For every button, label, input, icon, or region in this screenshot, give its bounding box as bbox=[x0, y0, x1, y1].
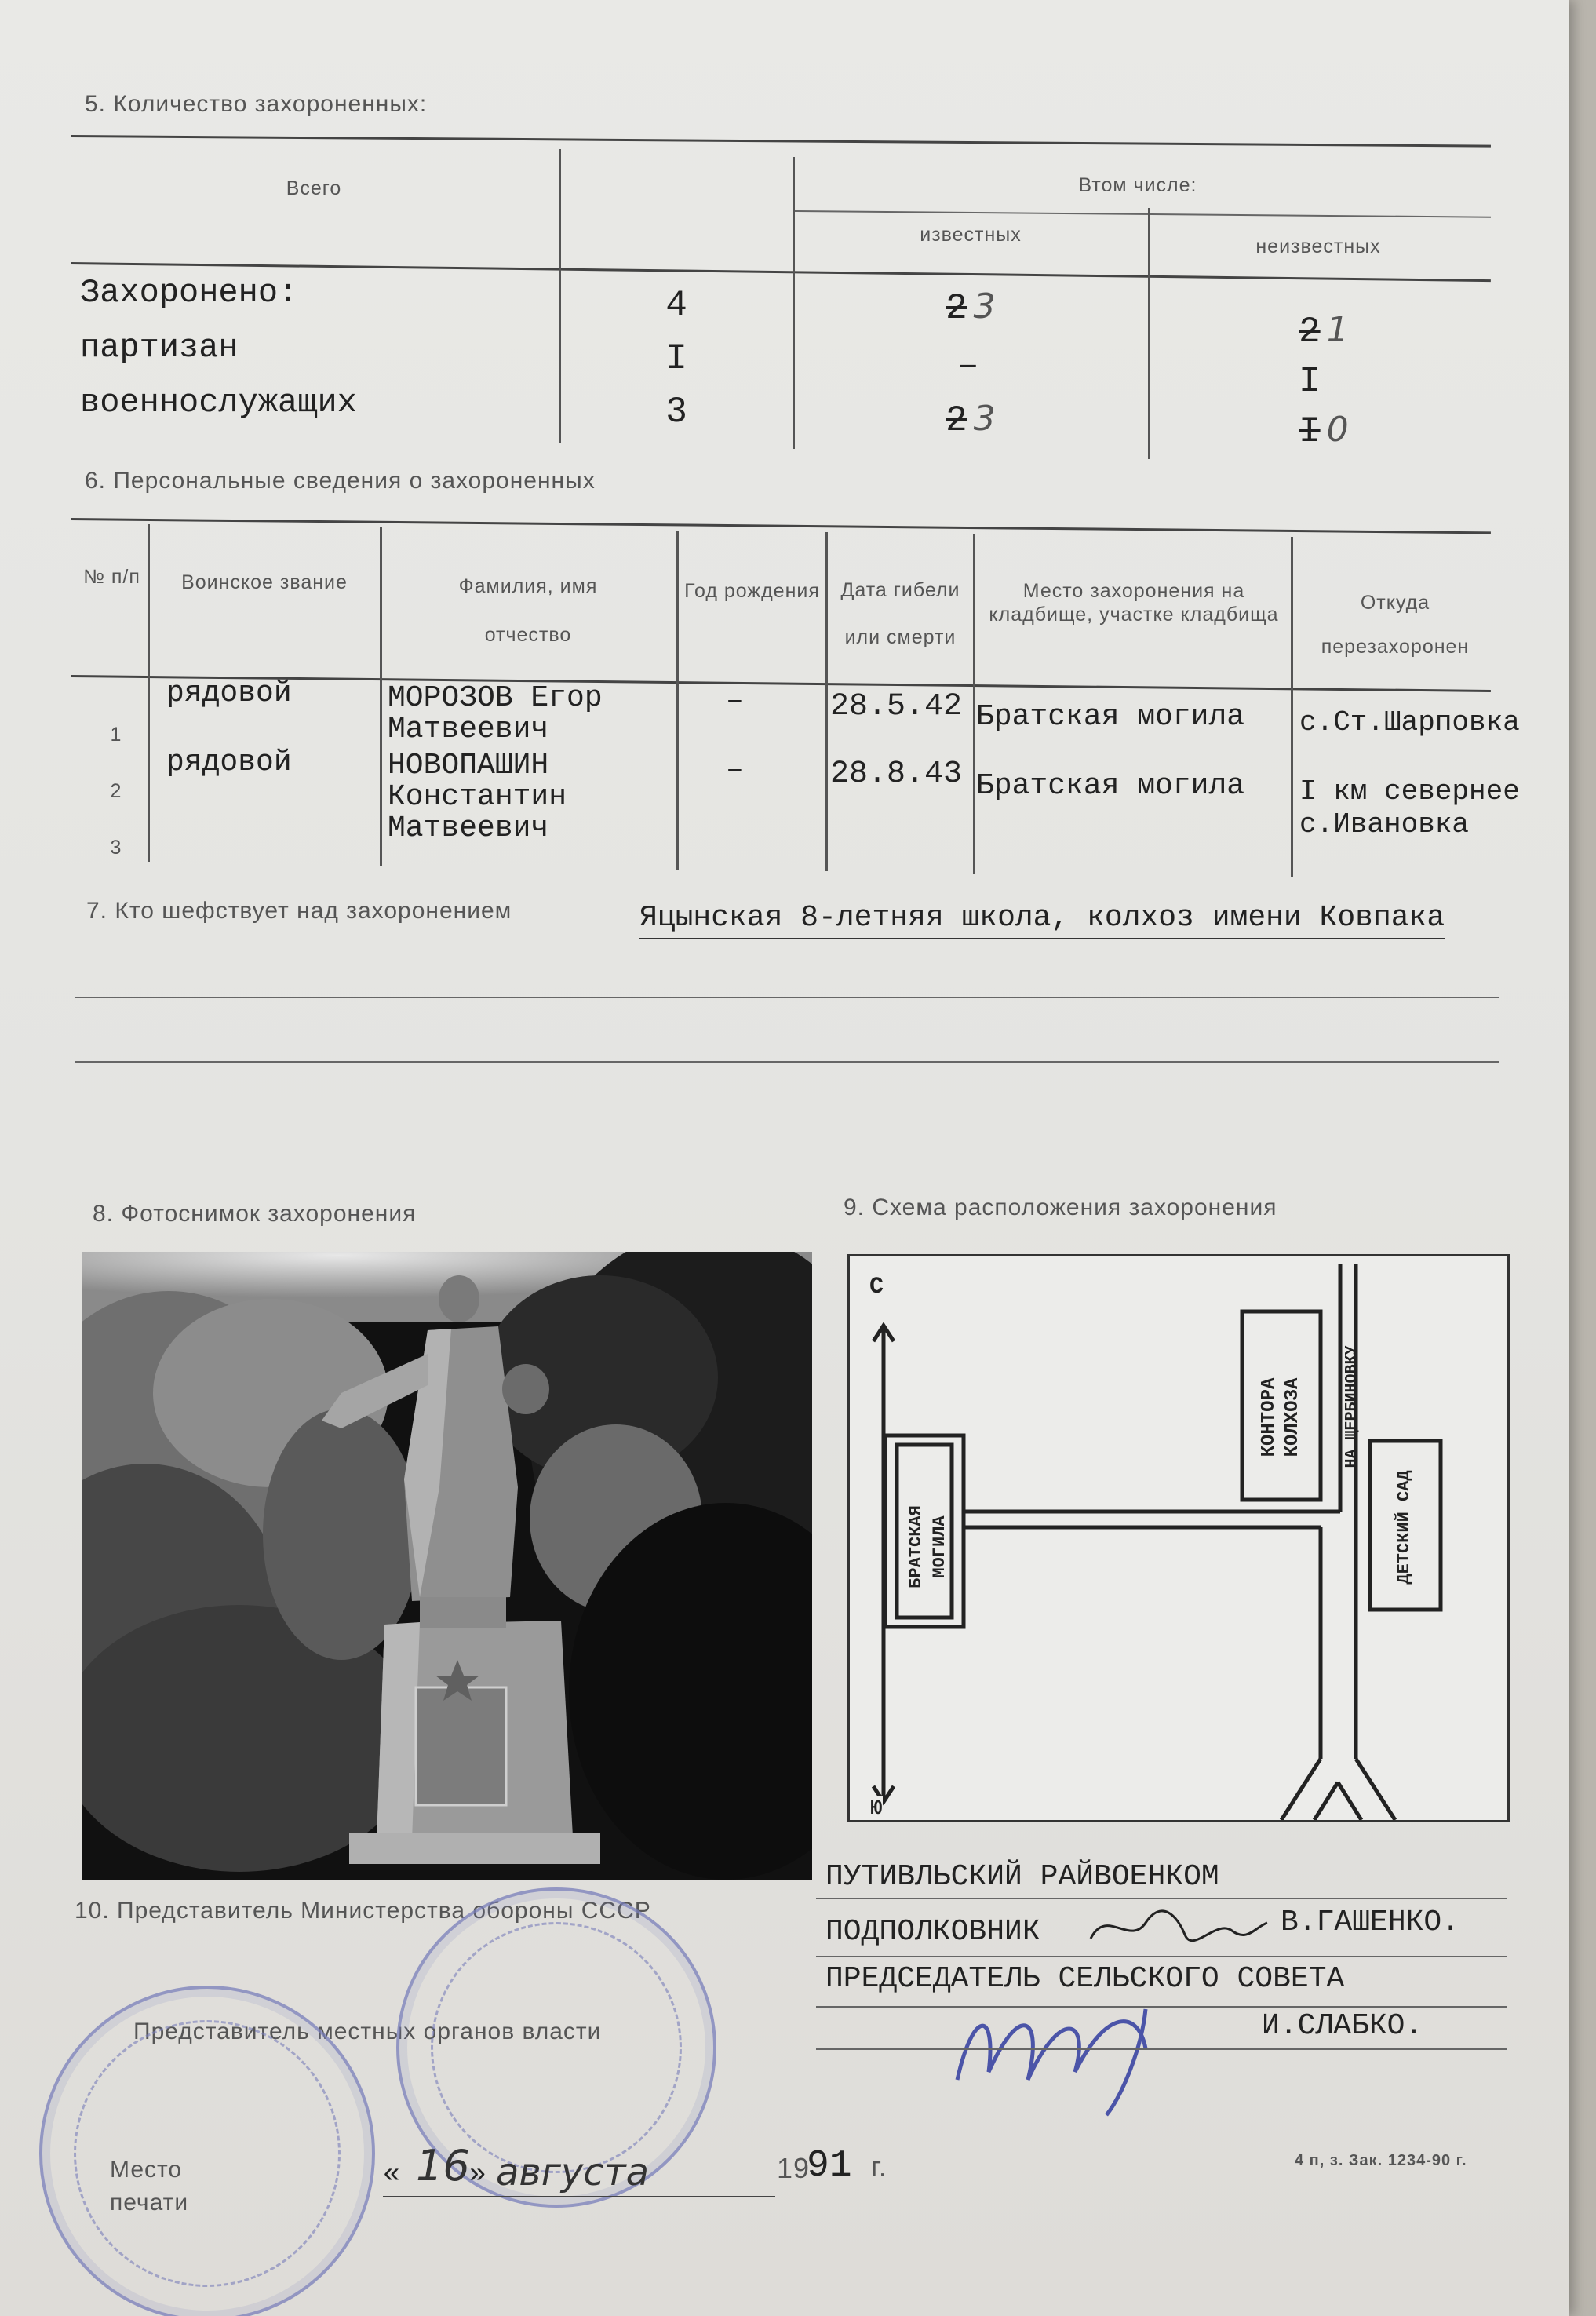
table5-vrule-3 bbox=[1148, 208, 1150, 459]
table5-row-label: партизан bbox=[80, 329, 239, 367]
table5-unknown-cell: 2 1 bbox=[1299, 310, 1349, 352]
table5-row-label: военнослужащих bbox=[80, 384, 357, 421]
signature-line bbox=[816, 1956, 1507, 1957]
table6-cell-date: 28.5.42 bbox=[830, 689, 963, 724]
mo-name: В.ГАШЕНКО. bbox=[1281, 1906, 1460, 1939]
table6-vrule bbox=[380, 527, 382, 866]
stamp-place-label: Место печати bbox=[110, 2157, 189, 2216]
scheme-kindergarten-label: ДЕТСКИЙ САД bbox=[1394, 1470, 1414, 1585]
table5-known-cell: – bbox=[957, 345, 979, 386]
table6-header-name: Фамилия, имя отчество bbox=[458, 575, 598, 646]
table6-cell-date: 28.8.43 bbox=[830, 757, 963, 792]
table5-row-label: Захоронено: bbox=[80, 274, 298, 312]
table5-total-cell: 3 bbox=[665, 392, 687, 432]
local-organization: ПРЕДСЕДАТЕЛЬ СЕЛЬСКОГО СОВЕТА bbox=[825, 1962, 1345, 1996]
table6-header-num: № п/п bbox=[83, 566, 140, 588]
table6-top-rule bbox=[71, 518, 1491, 534]
date-year-prefix: 19 bbox=[777, 2152, 811, 2184]
date-line bbox=[383, 2196, 775, 2197]
table6-cell-rank: рядовой bbox=[166, 677, 292, 710]
scheme-north-label: С bbox=[869, 1274, 884, 1300]
table6-vrule bbox=[148, 524, 150, 862]
section6-title: 6. Персональные сведения о захороненных bbox=[85, 468, 596, 494]
table6-vrule bbox=[825, 532, 828, 871]
section7-label: 7. Кто шефствует над захоронением bbox=[86, 898, 512, 924]
table6-cell-from: I км севернее с.Ивановка bbox=[1299, 775, 1520, 841]
table6-row-numbers bbox=[93, 706, 140, 876]
section10-label: 10. Представитель Министерства обороны СССР bbox=[75, 1898, 651, 1924]
table6-cell-name: НОВОПАШИН Константин Матвеевич bbox=[388, 749, 567, 845]
handwritten-correction: 3 bbox=[973, 286, 996, 326]
table5-sub-rule bbox=[794, 210, 1491, 218]
table6-vrule bbox=[973, 534, 975, 874]
signature-line bbox=[816, 2048, 1507, 2050]
table6-header-from: Откуда перезахоронен bbox=[1321, 592, 1470, 658]
date-day-close: » bbox=[469, 2158, 486, 2190]
table6-cell-rank: рядовой bbox=[166, 746, 292, 779]
burial-photo bbox=[82, 1252, 812, 1880]
table5-known-cell: 2 3 bbox=[946, 399, 996, 441]
table5-known-cell: 2 3 bbox=[946, 286, 996, 329]
row-number: 2 bbox=[110, 780, 122, 802]
handwritten-correction: 3 bbox=[973, 399, 996, 439]
local-authority-label: Представитель местных органов власти bbox=[133, 2019, 602, 2044]
print-code: 4 п, з. Зак. 1234-90 г. bbox=[1295, 2152, 1467, 2169]
table5-header-inclusive: Втом числе: bbox=[1078, 174, 1197, 196]
table6-cell-year: – bbox=[726, 753, 744, 787]
date-day: 16 bbox=[416, 2141, 470, 2190]
table5-totals bbox=[559, 279, 794, 439]
table5-header-known: известных bbox=[920, 224, 1022, 246]
section7-blank-line bbox=[75, 1061, 1499, 1063]
scheme-office-label: КОНТОРА КОЛХОЗА bbox=[1259, 1377, 1303, 1457]
local-signature bbox=[942, 1962, 1193, 2119]
section5-title: 5. Количество захороненных: bbox=[85, 91, 428, 117]
handwritten-correction: 1 bbox=[1326, 310, 1349, 350]
mo-organization: ПУТИВЛЬСКИЙ РАЙВОЕНКОМ bbox=[825, 1860, 1219, 1894]
date-day-open: « bbox=[383, 2158, 400, 2190]
mo-signature bbox=[1083, 1899, 1271, 1962]
table6-header-place: Место захоронения на кладбище, участке кладбища bbox=[989, 580, 1279, 626]
table6-cell-from: с.Ст.Шарповка bbox=[1299, 706, 1520, 739]
table5-unknown-cell: I 0 bbox=[1299, 410, 1349, 452]
table6-header-year: Год рождения bbox=[684, 580, 820, 602]
table6-header-rank: Воинское звание bbox=[181, 571, 348, 593]
scheme-grave-label: БРАТСКАЯ МОГИЛА bbox=[906, 1505, 949, 1588]
table6-vrule bbox=[676, 531, 679, 870]
table6-cell-place: Братская могила bbox=[976, 769, 1245, 803]
scheme-south-label: Ю bbox=[870, 1796, 883, 1820]
table5-header-unknown: неизвестных bbox=[1255, 235, 1381, 257]
monument-photo-image bbox=[82, 1252, 812, 1880]
table6-vrule bbox=[1291, 537, 1293, 877]
table5-unknown-cell: I bbox=[1299, 361, 1321, 402]
table5-top-rule bbox=[71, 135, 1491, 148]
table6-cell-year: – bbox=[726, 684, 744, 718]
row-number: 1 bbox=[110, 724, 122, 746]
table5-total-cell: 4 bbox=[665, 285, 687, 326]
table6-cell-name: МОРОЗОВ Егор Матвеевич bbox=[388, 681, 603, 746]
table6-header-date: Дата гибели или смерти bbox=[840, 579, 960, 648]
table6-cell-place: Братская могила bbox=[976, 700, 1245, 734]
section8-title: 8. Фотоснимок захоронения bbox=[93, 1201, 417, 1227]
row-number: 3 bbox=[110, 837, 122, 859]
local-name: И.СЛАБКО. bbox=[1262, 2009, 1423, 2043]
scheme-road-label: НА ЩЕРБИНОВКУ bbox=[1343, 1345, 1361, 1468]
table5-row-labels bbox=[80, 265, 357, 430]
date-year-unit: г. bbox=[871, 2150, 887, 2183]
table5-header-total: Всего bbox=[286, 177, 342, 199]
section7-value: Яцынская 8-летняя школа, колхоз имени Ковпака bbox=[639, 901, 1445, 939]
section9-title: 9. Схема расположения захоронения bbox=[844, 1194, 1277, 1220]
table5-total-cell: I bbox=[665, 338, 687, 379]
location-scheme bbox=[847, 1254, 1510, 1822]
date-year-suffix: 91 bbox=[807, 2145, 852, 2187]
section7-blank-line bbox=[75, 997, 1499, 998]
handwritten-correction: 0 bbox=[1326, 410, 1349, 450]
official-stamp bbox=[39, 1986, 375, 2316]
date-month: августа bbox=[496, 2150, 650, 2194]
mo-rank: ПОДПОЛКОВНИК bbox=[825, 1915, 1040, 1949]
